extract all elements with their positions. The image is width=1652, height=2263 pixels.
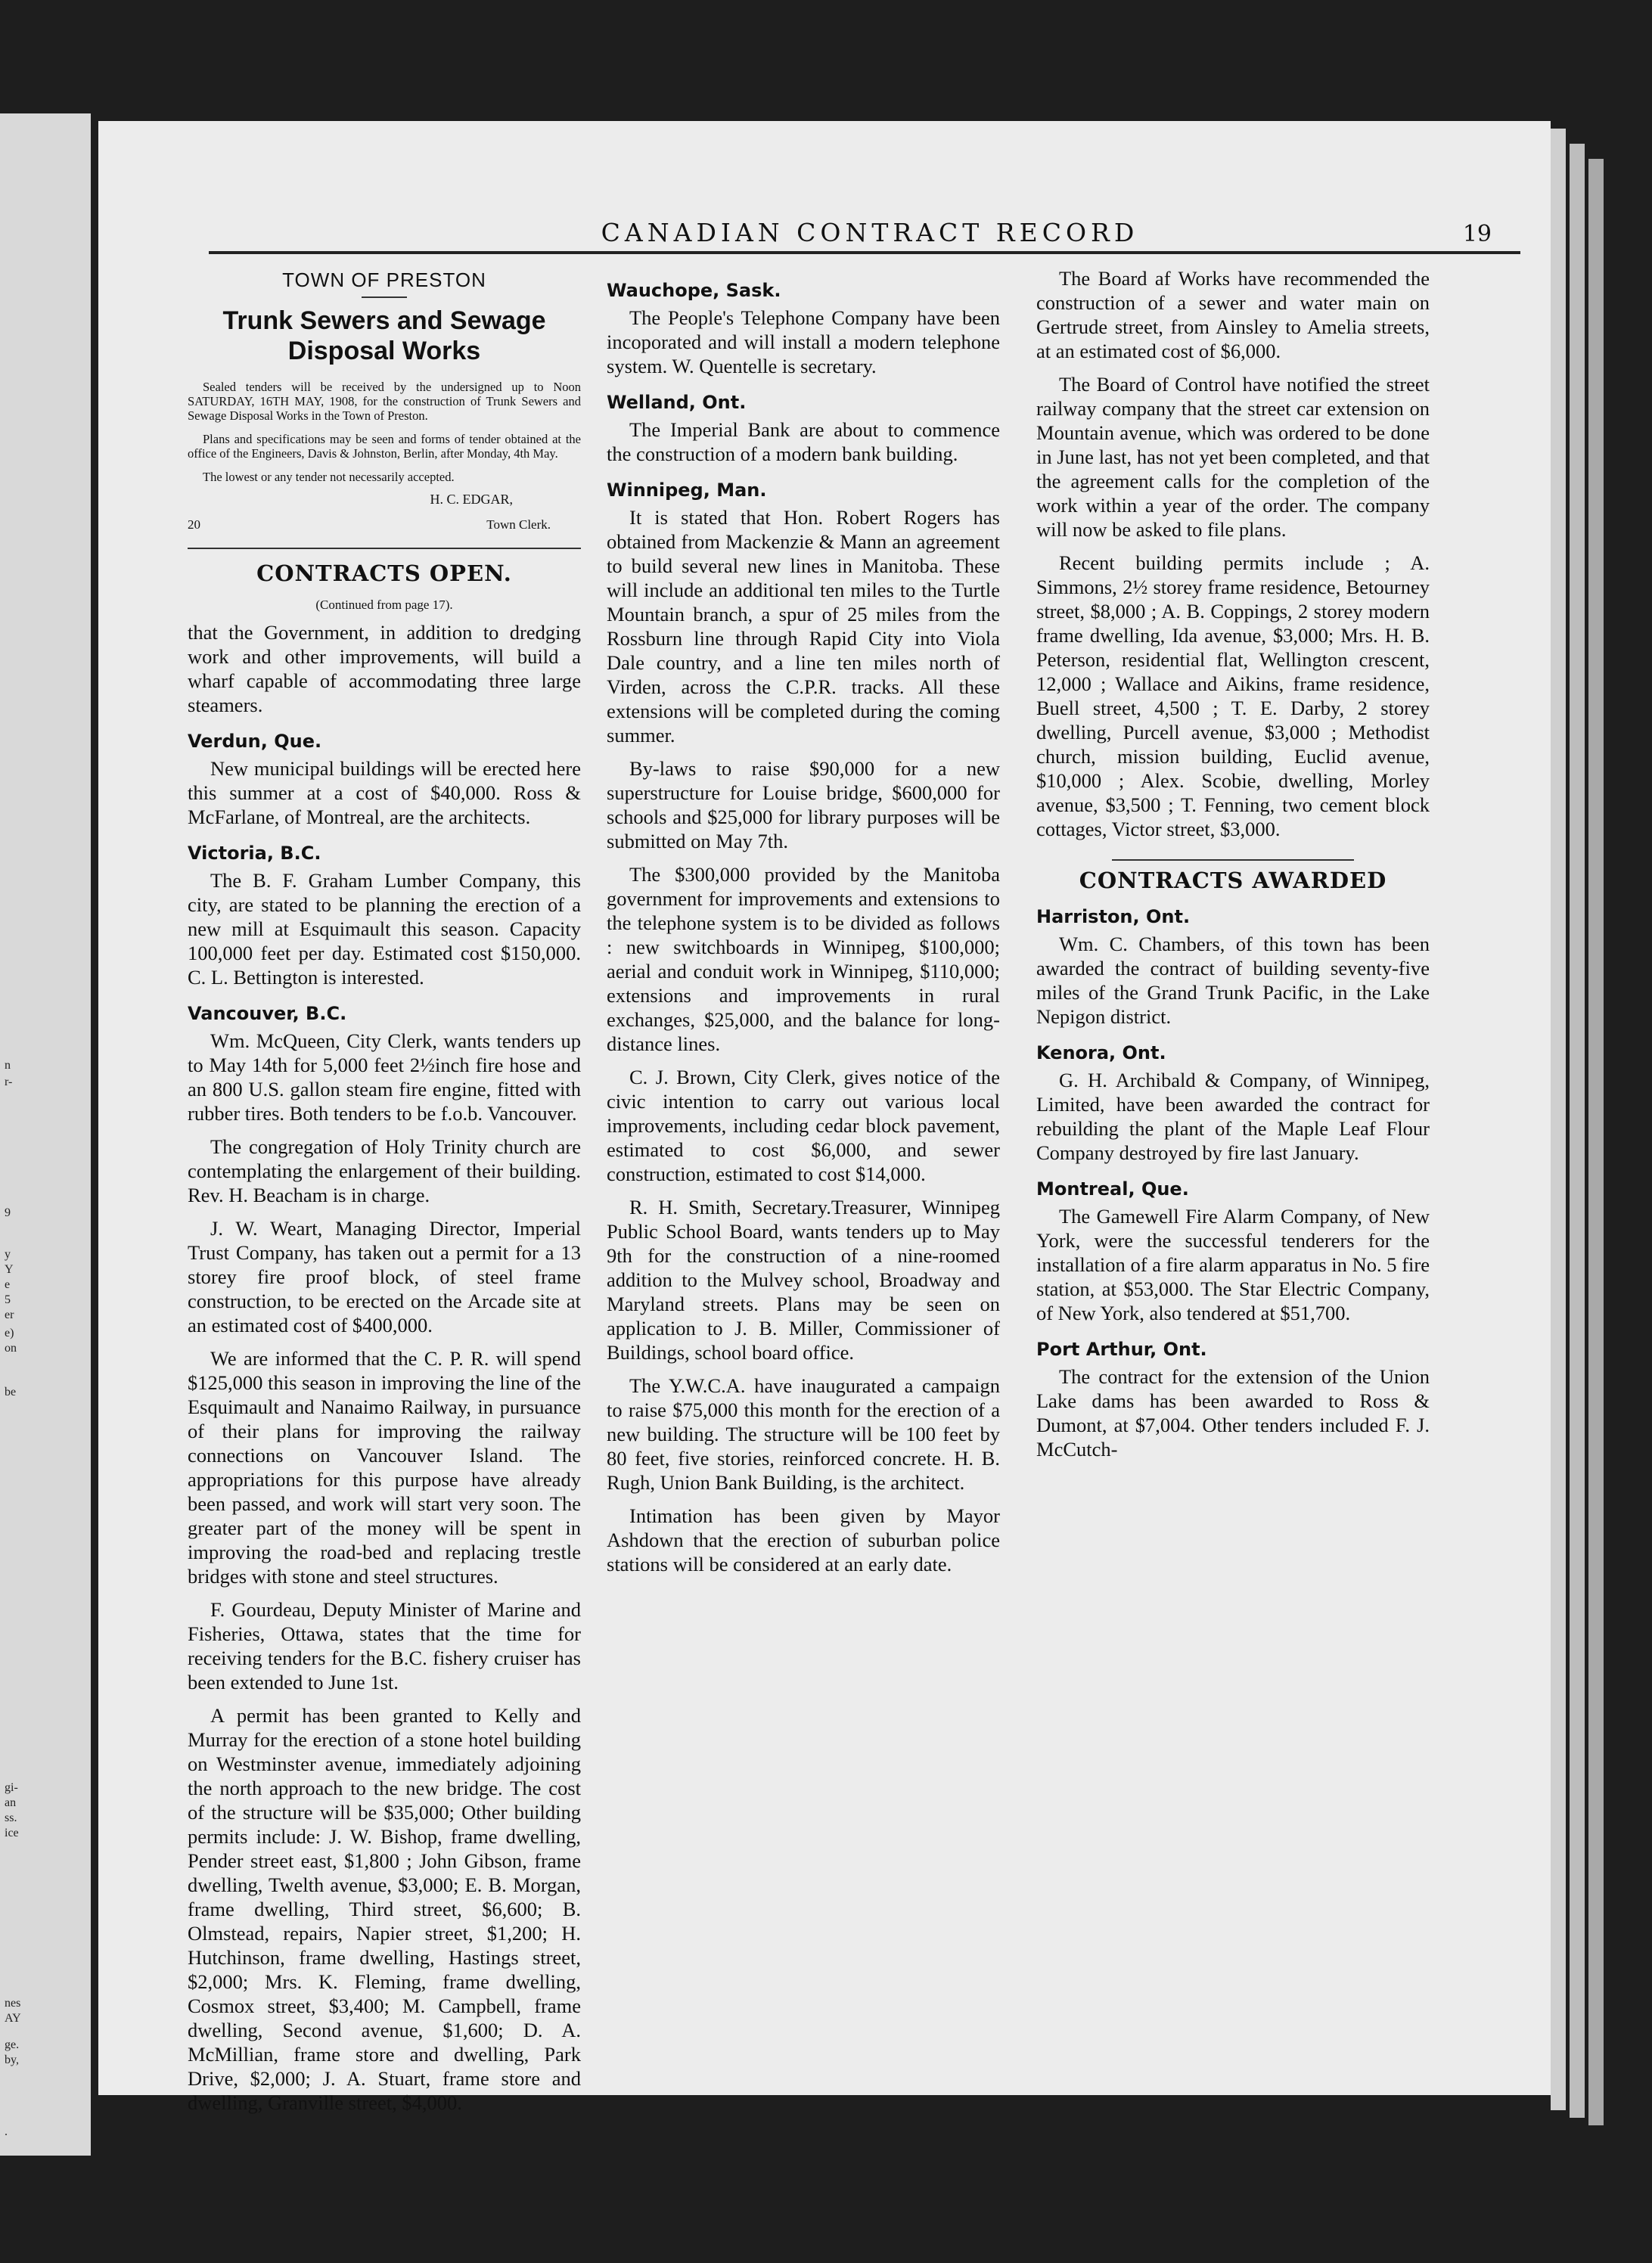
ad-signature-title: Town Clerk. xyxy=(486,517,551,532)
ad-signature-name: H. C. EDGAR, xyxy=(430,492,513,507)
facing-page-fragment: AY xyxy=(5,2012,21,2025)
facing-page-fragment: Y xyxy=(5,1263,14,1276)
column-1 xyxy=(188,266,581,2115)
column-2 xyxy=(607,266,1000,1576)
article-paragraph: The congregation of Holy Trinity church are contemplating the enlargement of their building. Rev. H. Beacham is in charge. xyxy=(188,1135,581,1206)
article-paragraph: It is stated that Hon. Robert Rogers has obtained from Mackenzie & Mann an agreement to build several new lines in Manitoba. These will include an additional ten miles to the Turtle Mountain branch, a spur of 25 miles from the Rossburn line through Rapid City into Viola Dale country, and a line ten miles north of Virden, across the C.P.R. tracks. All these extensions will be completed during the coming summer. xyxy=(607,506,1000,747)
column-3 xyxy=(1036,266,1430,1461)
place-heading: Wauchope, Sask. xyxy=(607,280,781,301)
ad-body xyxy=(188,380,581,484)
article-paragraph: We are informed that the C. P. R. will spend $125,000 this season in improving the line of the Esquimault and Nanaimo Railway, in pursuance of their plans for improving the railway connections on Vancouver Island. The appropriations for this purpose have already been passed, and work will start very soon. The greater part of the money will be spent in improving the road-bed and replacing trestle bridges with stone and steel structures. xyxy=(188,1347,581,1588)
book-edge xyxy=(1570,144,1585,2118)
facing-page-fragment: ge. xyxy=(5,2038,20,2051)
ad-bottom-rule xyxy=(188,548,581,549)
article-paragraph: The $300,000 provided by the Manitoba government for improvements and extensions to the telephone system is to be divided as follows : new switchboards in Winnipeg, $100,000; aerial and conduit work in Winnipeg, $110,000; extensions and improvements in rural exchanges, $25,000, and the balance for long-distance lines. xyxy=(607,863,1000,1055)
place-heading: Winnipeg, Man. xyxy=(607,480,767,501)
facing-page-fragment: nes xyxy=(5,1997,21,2010)
article-paragraph: The Board of Control have notified the street railway company that the street car extension on Mountain avenue, which was ordered to be done in June last, has not yet been completed, and that the agreement calls for the completion of the work within a year of the order. The company will now be asked to file plans. xyxy=(1036,373,1430,541)
ad-town: TOWN OF PRESTON xyxy=(282,269,486,291)
facing-page-fragment: r- xyxy=(5,1076,13,1088)
article-paragraph: By-laws to raise $90,000 for a new superstructure for Louise bridge, $600,000 for schools and $25,000 for library purposes will be submitted on May 7th. xyxy=(607,757,1000,852)
ad-divider xyxy=(362,296,407,298)
facing-page-fragment: gi- xyxy=(5,1781,18,1794)
header-rule xyxy=(209,251,1520,254)
place-heading: Welland, Ont. xyxy=(607,392,747,413)
section-divider xyxy=(1112,859,1354,861)
article-paragraph: The Y.W.C.A. have inaugurated a campaign to raise $75,000 this month for the erection of a new building. The structure will be 100 feet by 80 feet, five stories, reinforced concrete. H. B. Rugh, Union Bank Building, is the architect. xyxy=(607,1374,1000,1494)
article-paragraph: J. W. Weart, Managing Director, Imperial Trust Company, has taken out a permit for a 13 storey fire proof block, of steel frame construction, to be erected on the Arcade site at an estimated cost of $400,000. xyxy=(188,1217,581,1336)
place-heading: Montreal, Que. xyxy=(1036,1178,1189,1200)
contracts-awarded-heading: CONTRACTS AWARDED xyxy=(1079,868,1387,893)
facing-page-fragment: an xyxy=(5,1796,17,1809)
facing-page-fragment: 9 xyxy=(5,1206,11,1219)
facing-page-fragment: be xyxy=(5,1386,17,1398)
article-paragraph: Recent building permits include ; A. Simmons, 2½ storey frame residence, Betourney street, $8,000 ; A. B. Coppings, 2 storey modern frame dwelling, Ida avenue, $3,000; Mrs. H. B. Peterson, residential flat, Wellington crescent, 12,000 ; Wallace and Aikins, frame residence, Buell street, 4,500 ; T. E. Darby, 2 storey dwelling, Purcell avenue, $3,000 ; Methodist church, mission building, Euclid avenue, $10,000 ; Alex. Scobie, dwelling, Morley avenue, $3,500 ; T. Fenning, two cement block cottages, Victor street, $3,000. xyxy=(1036,551,1430,840)
ad-paragraph: Plans and specifications may be seen and forms of tender obtained at the office of the Engineers, Davis & Johnston, Berlin, after Monday, 4th May. xyxy=(188,432,581,461)
ad-paragraph: The lowest or any tender not necessarily accepted. xyxy=(203,470,455,484)
facing-page-edge xyxy=(0,113,91,2156)
facing-page-fragment: er xyxy=(5,1308,14,1321)
article-paragraph: The Board af Works have recommended the construction of a sewer and water main on Gertrude street, from Ainsley to Amelia streets, at an estimated cost of $6,000. xyxy=(1036,267,1430,362)
article-paragraph: Wm. McQueen, City Clerk, wants tenders up to May 14th for 5,000 feet 2½inch fire hose and an 800 U.S. gallon steam fire engine, fitted with rubber tires. Both tenders to be f.o.b. Vancouver. xyxy=(188,1029,581,1125)
facing-page-fragment: y xyxy=(5,1248,11,1261)
facing-page-fragment: e xyxy=(5,1278,11,1291)
contracts-open-heading: CONTRACTS OPEN. xyxy=(256,560,512,586)
facing-page-fragment: by, xyxy=(5,2053,19,2066)
article-paragraph: that the Government, in addition to dredging work and other improvements, will build a wharf capable of accommodating three large steamers. xyxy=(188,621,581,716)
tender-advertisement xyxy=(188,268,581,549)
magazine-page xyxy=(98,121,1551,2114)
article-paragraph: C. J. Brown, City Clerk, gives notice of the civic intention to carry out various local improvements, including cedar block pavement, estimated to cost $6,000, and sewer construction, estimated to cost $14,000. xyxy=(607,1066,1000,1185)
page-number: 19 xyxy=(1462,221,1492,247)
facing-page-fragment: ice xyxy=(5,1827,19,1839)
article-paragraph: The contract for the extension of the Union Lake dams has been awarded to Ross & Dumont, at $7,004. Other tenders included F. J. McCutch- xyxy=(1036,1365,1430,1461)
facing-page-fragment: 5 xyxy=(5,1293,11,1306)
article-paragraph: F. Gourdeau, Deputy Minister of Marine and Fisheries, Ottawa, states that the time for receiving tenders for the B.C. fishery cruiser has been extended to June 1st. xyxy=(188,1598,581,1693)
ad-issue-number: 20 xyxy=(188,517,200,532)
article-paragraph: The B. F. Graham Lumber Company, this city, are stated to be planning the erection of a new mill at Esquimault this season. Capacity 100,000 feet per day. Estimated cost $150,000. C. L. Bettington is interested. xyxy=(188,869,581,989)
place-heading: Port Arthur, Ont. xyxy=(1036,1339,1207,1360)
article-paragraph: The Imperial Bank are about to commence the construction of a modern bank building. xyxy=(607,418,1000,465)
article-paragraph: A permit has been granted to Kelly and Murray for the erection of a stone hotel building on Westminster avenue, immediately adjoining the north approach to the new bridge. The cost of the structure will be $35,000; Other building permits include: J. W. Bishop, frame dwelling, Pender street east, $1,800 ; John Gibson, frame dwelling, Twelth avenue, $3,000; E. B. Morgan, frame dwelling, Third street, $6,600; B. Olmstead, repairs, Napier street, $1,200; H. Hutchinson, frame dwelling, Hastings street, $2,000; Mrs. K. Fleming, frame dwelling, Cosmox street, $3,400; M. Campbell, frame dwelling, Second avenue, $1,600; D. A. McMillian, frame store and dwelling, Park Drive, $2,000; J. A. Stuart, frame store and dwelling, Granville street, $4,000. xyxy=(188,1704,581,2114)
facing-page-fragment: n xyxy=(5,1059,11,1072)
ad-signature-row xyxy=(188,513,581,537)
article-paragraph: Wm. C. Chambers, of this town has been awarded the contract of building seventy-five miles of the Grand Trunk Pacific, in the Lake Nepigon district. xyxy=(1036,933,1430,1028)
continued-note: (Continued from page 17). xyxy=(315,598,453,612)
running-header: CANADIAN CONTRACT RECORD xyxy=(601,218,1139,247)
article-paragraph: The People's Telephone Company have been incoporated and will install a modern telephone system. W. Quentelle is secretary. xyxy=(607,306,1000,377)
place-heading: Vancouver, B.C. xyxy=(188,1003,347,1024)
place-heading: Victoria, B.C. xyxy=(188,843,321,864)
book-edge xyxy=(1551,129,1566,2110)
article-paragraph: The Gamewell Fire Alarm Company, of New York, were the successful tenderers for the installation of a fire alarm apparatus in No. 5 fire station, at $53,000. The Star Electric Company, of New York, also tendered at $51,700. xyxy=(1036,1205,1430,1324)
ad-paragraph: Sealed tenders will be received by the undersigned up to Noon SATURDAY, 16TH MAY, 1908, for the construction of Trunk Sewers and Sewage Disposal Works in the Town of Preston. xyxy=(188,380,581,423)
facing-page-fragment: e) xyxy=(5,1327,14,1339)
place-heading: Verdun, Que. xyxy=(188,731,322,752)
book-edge xyxy=(1588,159,1604,2125)
article-paragraph: New municipal buildings will be erected here this summer at a cost of $40,000. Ross & McFarlane, of Montreal, are the architects. xyxy=(188,757,581,828)
article-paragraph: R. H. Smith, Secretary.Treasurer, Winnipeg Public School Board, wants tenders up to May 9th for the construction of a nine-roomed addition to the Mulvey school, Broadway and Maryland streets. Plans may be seen on application to J. B. Miller, Commissioner of Buildings, school board office. xyxy=(607,1196,1000,1364)
facing-page-fragment: . xyxy=(5,2125,8,2138)
place-heading: Kenora, Ont. xyxy=(1036,1042,1166,1063)
article-paragraph: Intimation has been given by Mayor Ashdown that the erection of suburban police stations will be considered at an early date. xyxy=(607,1504,1000,1575)
facing-page-fragment: on xyxy=(5,1342,17,1355)
ad-title: Trunk Sewers and Sewage Disposal Works xyxy=(222,306,546,365)
facing-page-fragment: ss. xyxy=(5,1811,17,1824)
article-paragraph: G. H. Archibald & Company, of Winnipeg, Limited, have been awarded the contract for rebuilding the plant of the Maple Leaf Flour Company destroyed by fire last January. xyxy=(1036,1069,1430,1164)
place-heading: Harriston, Ont. xyxy=(1036,906,1191,927)
